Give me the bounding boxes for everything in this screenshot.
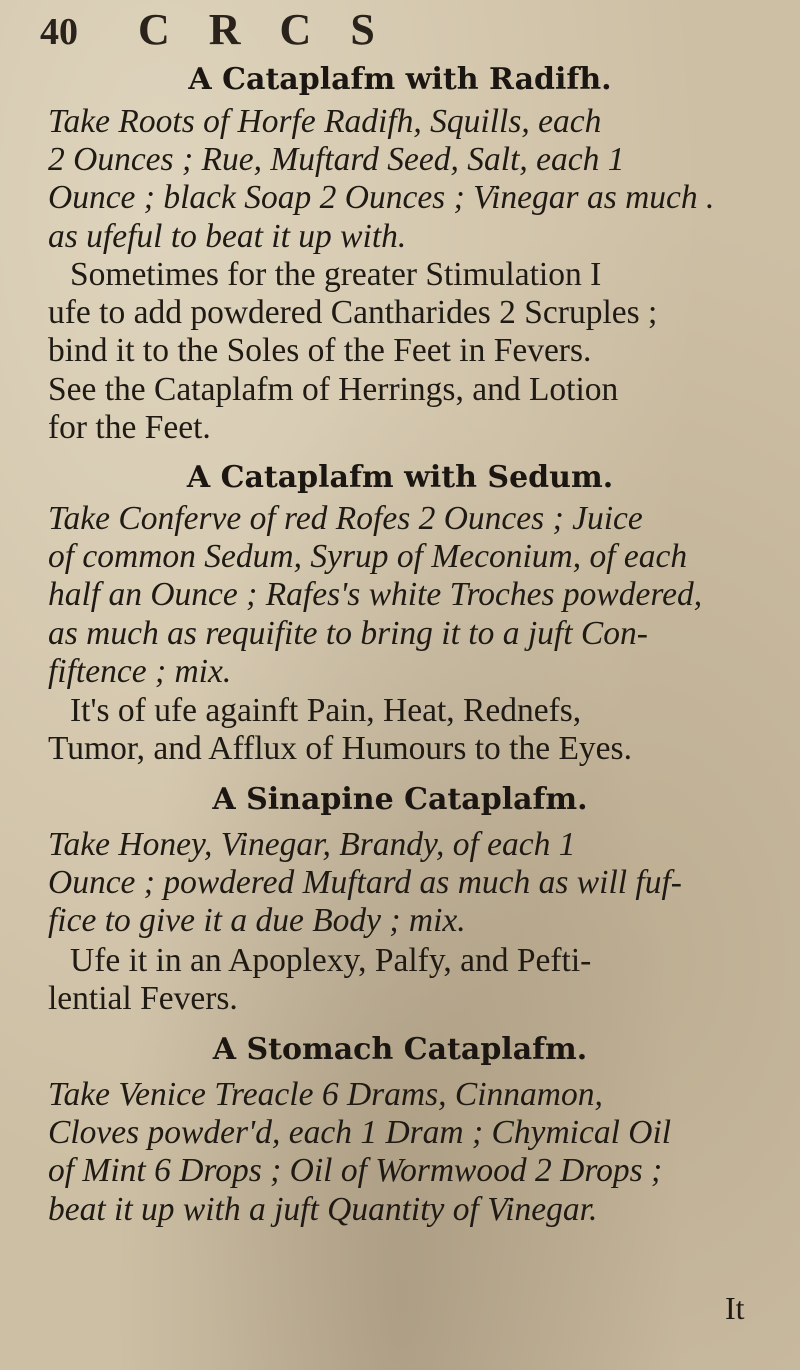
running-head-letters: C R C S bbox=[138, 5, 389, 54]
page-number: 40 bbox=[40, 11, 78, 53]
catchword: It bbox=[725, 1290, 745, 1326]
recipe-sedum: Take Conferve of red Rofes 2 Ounces ; Juice of common Sedum, Syrup of Meconium, of each half an Ounce ; Rafes's white Troches powdered, as much as requifite to bring it to a juft Con- fiftence ; mix. bbox=[48, 500, 703, 690]
section-heading-radish: A Cataplafm with Radifh. bbox=[188, 62, 612, 97]
section-heading-sedum: A Cataplafm with Sedum. bbox=[186, 460, 614, 495]
note-sinapine: Ufe it in an Apoplexy, Palfy, and Pefti- lential Fevers. bbox=[48, 942, 592, 1018]
recipe-sinapine: Take Honey, Vinegar, Brandy, of each 1 Ounce ; powdered Muftard as much as will fuf- fice to give it a due Body ; mix. bbox=[48, 826, 682, 940]
section-heading-stomach: A Stomach Cataplafm. bbox=[212, 1032, 588, 1067]
recipe-stomach: Take Venice Treacle 6 Drams, Cinnamon, Cloves powder'd, each 1 Dram ; Chymical Oil of Mint 6 Drops ; Oil of Wormwood 2 Drops ; beat it up with a juft Quantity of Vinegar. bbox=[48, 1076, 672, 1228]
note-radish: Sometimes for the greater Stimulation I ufe to add powdered Cantharides 2 Scruples ; bind it to the Soles of the Feet in Fevers. See the Cataplafm of Herrings, and Lotion for the Feet. bbox=[48, 256, 658, 446]
running-head bbox=[40, 4, 740, 54]
section-heading-sinapine: A Sinapine Cataplafm. bbox=[212, 782, 588, 817]
recipe-radish: Take Roots of Horfe Radifh, Squills, each 2 Ounces ; Rue, Muftard Seed, Salt, each 1 Ounce ; black Soap 2 Ounces ; Vinegar as much . as ufeful to beat it up with. bbox=[48, 103, 715, 255]
note-sedum: It's of ufe againft Pain, Heat, Rednefs, Tumor, and Afflux of Humours to the Eyes. bbox=[48, 692, 632, 768]
